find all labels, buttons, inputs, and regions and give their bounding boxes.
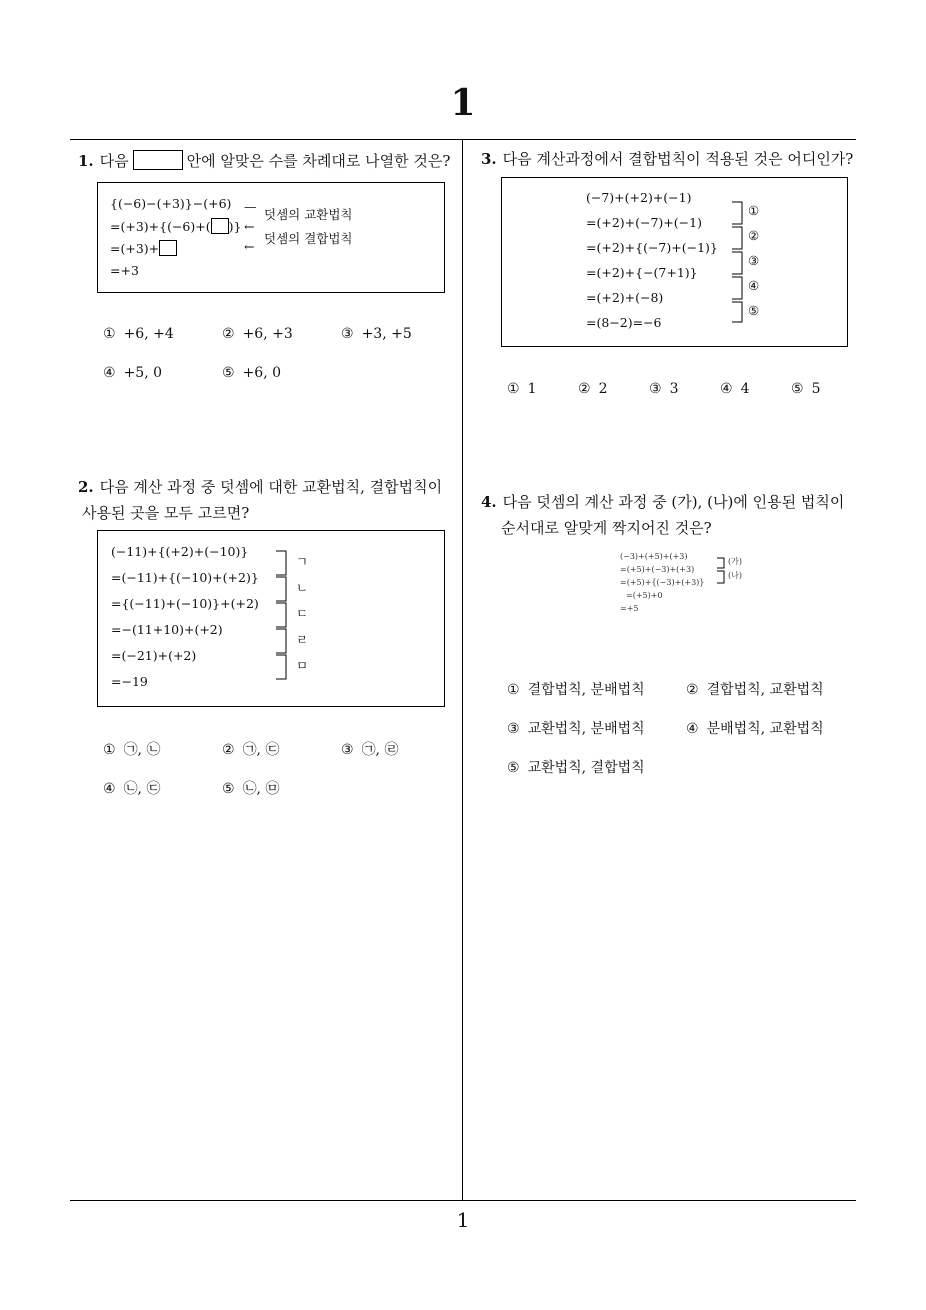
choice-number: ⑤ bbox=[507, 760, 520, 776]
calc-line: =−19 bbox=[111, 674, 148, 689]
choice-option[interactable] bbox=[507, 381, 536, 397]
choice-text: 1 bbox=[527, 381, 537, 397]
choice-text: 교환법칙, 분배법칙 bbox=[527, 721, 645, 737]
arrow-icon: ← bbox=[244, 219, 255, 234]
calc-line bbox=[110, 240, 177, 256]
choice-number: ① bbox=[103, 742, 116, 758]
question-1-box bbox=[97, 182, 445, 293]
column-divider bbox=[462, 139, 463, 1200]
footer-divider bbox=[70, 1200, 856, 1201]
choice-option[interactable] bbox=[341, 739, 398, 759]
calc-text: =(+3)+{(−6)+( bbox=[110, 219, 211, 234]
choice-option[interactable] bbox=[507, 718, 645, 738]
calc-line: =(8−2)=−6 bbox=[586, 315, 662, 330]
calc-line: =(+5)+0 bbox=[626, 591, 663, 600]
choice-number: ② bbox=[222, 326, 235, 342]
choice-option[interactable] bbox=[103, 365, 162, 381]
choice-text: +3, +5 bbox=[361, 326, 412, 342]
choice-text: ㉠, ㉣ bbox=[361, 742, 399, 758]
question-3-box bbox=[501, 177, 848, 347]
question-number: 2. bbox=[78, 478, 94, 496]
choice-text: ㉠, ㉢ bbox=[242, 742, 280, 758]
question-number: 3. bbox=[481, 150, 497, 168]
prompt-text: 사용된 곳을 모두 고르면? bbox=[82, 504, 250, 522]
calc-line: (−3)+(+5)+(+3) bbox=[620, 552, 688, 561]
prompt-text: 순서대로 알맞게 짝지어진 것은? bbox=[501, 519, 712, 537]
step-mark: ④ bbox=[748, 278, 760, 293]
blank-box bbox=[211, 218, 229, 234]
header-divider bbox=[70, 139, 856, 140]
calc-line: (−7)+(+2)+(−1) bbox=[586, 190, 692, 205]
choice-option[interactable] bbox=[103, 326, 174, 342]
choice-number: ④ bbox=[103, 365, 116, 381]
calc-line: =(+5)+(−3)+(+3) bbox=[620, 565, 695, 574]
calc-line: {(−6)−(+3)}−(+6) bbox=[110, 196, 232, 211]
choice-number: ③ bbox=[341, 742, 354, 758]
calc-text: =(+3)+ bbox=[110, 241, 160, 256]
calc-text: )} bbox=[228, 219, 242, 234]
calc-line: =+3 bbox=[110, 263, 139, 278]
calc-line: (−11)+{(+2)+(−10)} bbox=[111, 544, 249, 559]
page-title: 1 bbox=[450, 82, 476, 124]
calc-line bbox=[110, 218, 241, 234]
question-number: 1. bbox=[78, 152, 94, 170]
step-mark: ① bbox=[748, 203, 760, 218]
choice-number: ④ bbox=[720, 381, 733, 397]
choice-option[interactable] bbox=[341, 326, 412, 342]
blank-box bbox=[159, 240, 177, 256]
choice-text: 결합법칙, 분배법칙 bbox=[527, 682, 645, 698]
step-mark: ② bbox=[748, 228, 760, 243]
calc-line: =−(11+10)+(+2) bbox=[111, 622, 223, 637]
choice-number: ② bbox=[578, 381, 591, 397]
step-mark: ㄱ bbox=[296, 554, 309, 569]
choice-text: +6, 0 bbox=[242, 365, 282, 381]
question-2-prompt bbox=[78, 474, 458, 526]
choice-text: +5, 0 bbox=[123, 365, 163, 381]
choice-text: +6, +3 bbox=[242, 326, 293, 342]
choice-option[interactable] bbox=[686, 718, 824, 738]
choice-option[interactable] bbox=[103, 778, 160, 798]
choice-text: 4 bbox=[740, 381, 750, 397]
prompt-text: 다음 덧셈의 계산 과정 중 (가), (나)에 인용된 법칙이 bbox=[502, 493, 845, 511]
law-note: 덧셈의 결합법칙 bbox=[264, 231, 353, 246]
step-mark: ⑤ bbox=[748, 303, 760, 318]
choice-text: ㉡, ㉤ bbox=[242, 781, 280, 797]
choice-text: 결합법칙, 교환법칙 bbox=[706, 682, 824, 698]
choice-option[interactable] bbox=[507, 757, 645, 777]
choice-number: ④ bbox=[103, 781, 116, 797]
choice-option[interactable] bbox=[578, 381, 607, 397]
question-1-prompt bbox=[78, 148, 458, 174]
choice-number: ② bbox=[686, 682, 699, 698]
choice-number: ② bbox=[222, 742, 235, 758]
choice-option[interactable] bbox=[649, 381, 678, 397]
prompt-text: 다음 계산 과정 중 덧셈에 대한 교환법칙, 결합법칙이 bbox=[99, 478, 443, 496]
arrow-icon: — bbox=[244, 199, 257, 214]
calc-line: =(+2)+{−(7+1)} bbox=[586, 265, 698, 280]
choice-option[interactable] bbox=[222, 739, 279, 759]
question-4-figure bbox=[618, 550, 748, 632]
calc-line: =(+2)+{(−7)+(−1)} bbox=[586, 240, 718, 255]
law-note: 덧셈의 교환법칙 bbox=[264, 207, 353, 222]
prompt-text: 다음 계산과정에서 결합법칙이 적용된 것은 어디인가? bbox=[502, 150, 854, 168]
bracket-lines bbox=[730, 198, 750, 324]
step-mark: (나) bbox=[728, 571, 742, 580]
choice-text: 2 bbox=[598, 381, 608, 397]
step-mark: (가) bbox=[728, 557, 742, 566]
choice-option[interactable] bbox=[686, 679, 824, 699]
page-number: 1 bbox=[456, 1208, 470, 1232]
choice-text: ㉡, ㉢ bbox=[123, 781, 161, 797]
choice-number: ① bbox=[103, 326, 116, 342]
choice-text: ㉠, ㉡ bbox=[123, 742, 161, 758]
calc-line: =+5 bbox=[620, 604, 639, 613]
choice-option[interactable] bbox=[222, 365, 281, 381]
choice-number: ⑤ bbox=[222, 781, 235, 797]
calc-line: =(+5)+{(−3)+(+3)} bbox=[620, 578, 705, 587]
question-number: 4. bbox=[481, 493, 497, 511]
choice-number: ① bbox=[507, 682, 520, 698]
prompt-text: 다음 bbox=[99, 152, 129, 170]
prompt-text: 안에 알맞은 수를 차례대로 나열한 것은? bbox=[186, 152, 451, 170]
step-mark: ③ bbox=[748, 253, 760, 268]
choice-option[interactable] bbox=[720, 381, 749, 397]
choice-number: ③ bbox=[649, 381, 662, 397]
choice-text: 분배법칙, 교환법칙 bbox=[706, 721, 824, 737]
calc-line: =(−21)+(+2) bbox=[111, 648, 197, 663]
calc-line: ={(−11)+(−10)}+(+2) bbox=[111, 596, 259, 611]
choice-text: 5 bbox=[811, 381, 821, 397]
calc-line: =(+2)+(−7)+(−1) bbox=[586, 215, 702, 230]
choice-number: ① bbox=[507, 381, 520, 397]
choice-number: ⑤ bbox=[222, 365, 235, 381]
choice-number: ④ bbox=[686, 721, 699, 737]
choice-option[interactable] bbox=[103, 739, 160, 759]
step-mark: ㄴ bbox=[296, 580, 309, 595]
step-mark: ㄷ bbox=[296, 606, 309, 621]
choice-option[interactable] bbox=[791, 381, 820, 397]
choice-option[interactable] bbox=[507, 679, 645, 699]
arrow-icon: ← bbox=[244, 239, 255, 254]
step-mark: ㄹ bbox=[296, 632, 309, 647]
choice-option[interactable] bbox=[222, 326, 293, 342]
question-2-box bbox=[97, 530, 445, 707]
question-3-prompt bbox=[481, 146, 861, 172]
choice-option[interactable] bbox=[222, 778, 279, 798]
choice-text: 교환법칙, 결합법칙 bbox=[527, 760, 645, 776]
question-4-prompt bbox=[481, 489, 866, 541]
choice-number: ③ bbox=[507, 721, 520, 737]
choice-text: 3 bbox=[669, 381, 679, 397]
step-mark: ㅁ bbox=[296, 658, 309, 673]
calc-line: =(−11)+{(−10)+(+2)} bbox=[111, 570, 259, 585]
blank-box bbox=[133, 150, 183, 170]
choice-number: ⑤ bbox=[791, 381, 804, 397]
choice-number: ③ bbox=[341, 326, 354, 342]
choice-text: +6, +4 bbox=[123, 326, 174, 342]
calc-line: =(+2)+(−8) bbox=[586, 290, 664, 305]
